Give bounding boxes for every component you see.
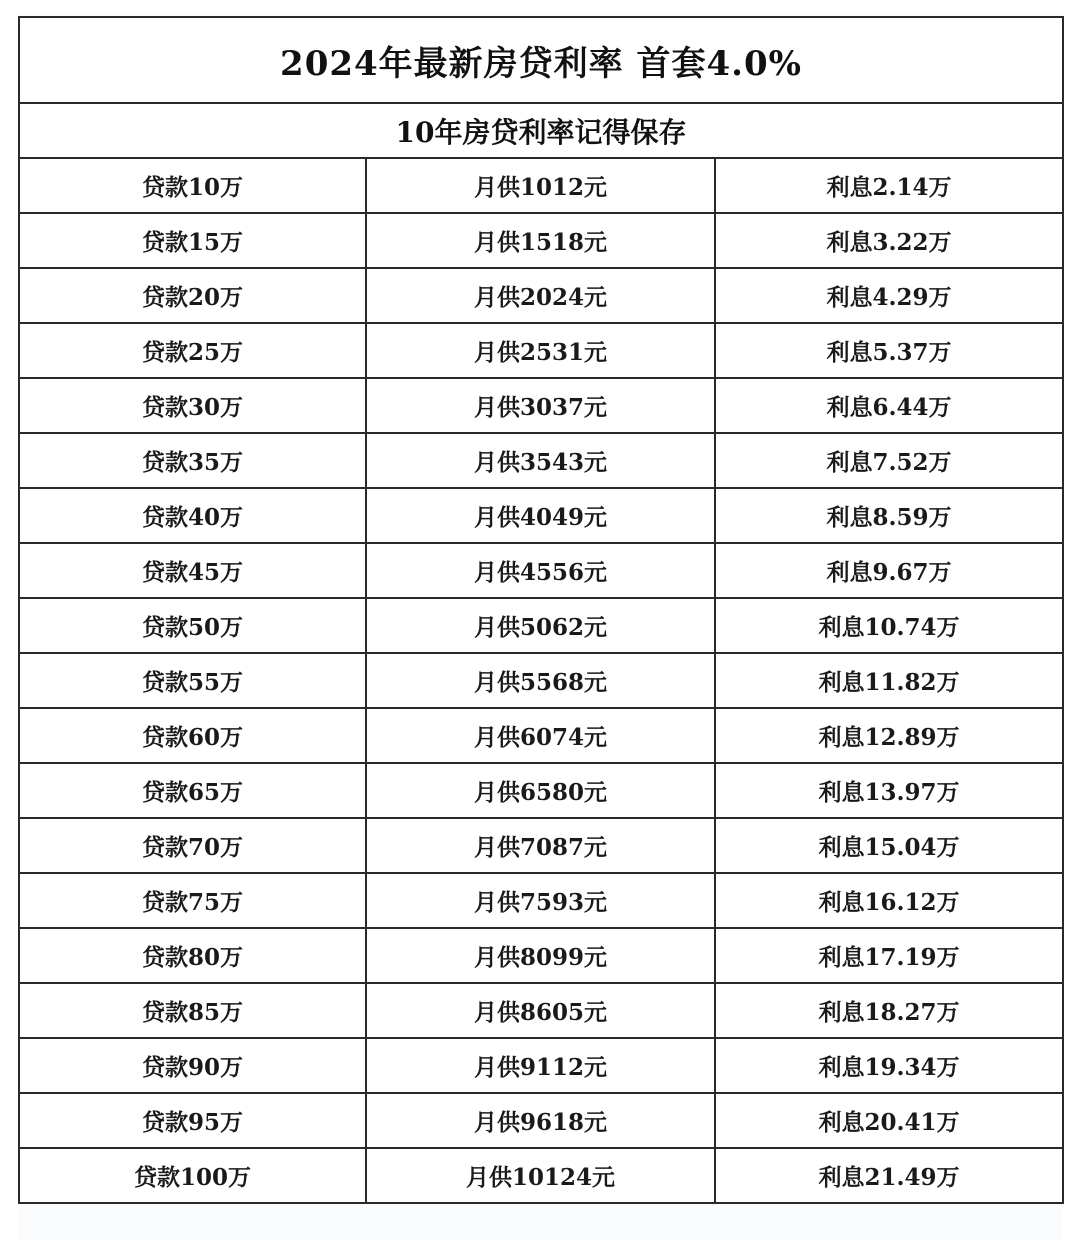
total-interest-cell: 利息11.82万 [715, 653, 1063, 708]
table-row [19, 1038, 1063, 1093]
total-interest-cell: 利息6.44万 [715, 378, 1063, 433]
total-interest-cell: 利息8.59万 [715, 488, 1063, 543]
title-row [19, 17, 1063, 103]
monthly-payment-cell: 月供3543元 [366, 433, 715, 488]
loan-amount-cell: 贷款70万 [19, 818, 366, 873]
loan-amount-cell: 贷款90万 [19, 1038, 366, 1093]
total-interest-cell: 利息18.27万 [715, 983, 1063, 1038]
monthly-payment-cell: 月供6580元 [366, 763, 715, 818]
table-row [19, 378, 1063, 433]
loan-amount-cell: 贷款80万 [19, 928, 366, 983]
total-interest-cell: 利息7.52万 [715, 433, 1063, 488]
table-row [19, 1093, 1063, 1148]
loan-amount-cell: 贷款95万 [19, 1093, 366, 1148]
loan-amount-cell: 贷款45万 [19, 543, 366, 598]
table-row [19, 433, 1063, 488]
mortgage-rate-table [18, 16, 1064, 1204]
loan-amount-cell: 贷款60万 [19, 708, 366, 763]
table-row [19, 158, 1063, 213]
total-interest-cell: 利息4.29万 [715, 268, 1063, 323]
total-interest-cell: 利息2.14万 [715, 158, 1063, 213]
table-row [19, 268, 1063, 323]
monthly-payment-cell: 月供1518元 [366, 213, 715, 268]
total-interest-cell: 利息5.37万 [715, 323, 1063, 378]
monthly-payment-cell: 月供9112元 [366, 1038, 715, 1093]
loan-amount-cell: 贷款15万 [19, 213, 366, 268]
total-interest-cell: 利息19.34万 [715, 1038, 1063, 1093]
total-interest-cell: 利息12.89万 [715, 708, 1063, 763]
table-row [19, 323, 1063, 378]
loan-amount-cell: 贷款10万 [19, 158, 366, 213]
monthly-payment-cell: 月供2531元 [366, 323, 715, 378]
loan-amount-cell: 贷款20万 [19, 268, 366, 323]
monthly-payment-cell: 月供9618元 [366, 1093, 715, 1148]
loan-amount-cell: 贷款50万 [19, 598, 366, 653]
monthly-payment-cell: 月供1012元 [366, 158, 715, 213]
table-row [19, 213, 1063, 268]
table-row [19, 543, 1063, 598]
table-row [19, 653, 1063, 708]
total-interest-cell: 利息16.12万 [715, 873, 1063, 928]
total-interest-cell: 利息20.41万 [715, 1093, 1063, 1148]
monthly-payment-cell: 月供7087元 [366, 818, 715, 873]
table-row [19, 928, 1063, 983]
table-row [19, 708, 1063, 763]
loan-amount-cell: 贷款55万 [19, 653, 366, 708]
table-row [19, 488, 1063, 543]
loan-amount-cell: 贷款100万 [19, 1148, 366, 1203]
table-body [19, 17, 1063, 1203]
monthly-payment-cell: 月供4049元 [366, 488, 715, 543]
total-interest-cell: 利息21.49万 [715, 1148, 1063, 1203]
monthly-payment-cell: 月供5568元 [366, 653, 715, 708]
monthly-payment-cell: 月供2024元 [366, 268, 715, 323]
total-interest-cell: 利息9.67万 [715, 543, 1063, 598]
table-row [19, 983, 1063, 1038]
loan-amount-cell: 贷款30万 [19, 378, 366, 433]
total-interest-cell: 利息10.74万 [715, 598, 1063, 653]
total-interest-cell: 利息17.19万 [715, 928, 1063, 983]
total-interest-cell: 利息15.04万 [715, 818, 1063, 873]
table-row [19, 873, 1063, 928]
table-row [19, 763, 1063, 818]
loan-amount-cell: 贷款75万 [19, 873, 366, 928]
loan-amount-cell: 贷款40万 [19, 488, 366, 543]
table-row [19, 598, 1063, 653]
loan-amount-cell: 贷款85万 [19, 983, 366, 1038]
subtitle-row [19, 103, 1063, 158]
loan-amount-cell: 贷款35万 [19, 433, 366, 488]
monthly-payment-cell: 月供7593元 [366, 873, 715, 928]
monthly-payment-cell: 月供8099元 [366, 928, 715, 983]
monthly-payment-cell: 月供6074元 [366, 708, 715, 763]
table-row [19, 1148, 1063, 1203]
monthly-payment-cell: 月供4556元 [366, 543, 715, 598]
table-subtitle: 10年房贷利率记得保存 [19, 103, 1063, 158]
loan-amount-cell: 贷款25万 [19, 323, 366, 378]
monthly-payment-cell: 月供8605元 [366, 983, 715, 1038]
total-interest-cell: 利息13.97万 [715, 763, 1063, 818]
monthly-payment-cell: 月供10124元 [366, 1148, 715, 1203]
total-interest-cell: 利息3.22万 [715, 213, 1063, 268]
table-title: 2024年最新房贷利率 首套4.0% [19, 17, 1063, 103]
loan-amount-cell: 贷款65万 [19, 763, 366, 818]
table-row [19, 818, 1063, 873]
monthly-payment-cell: 月供5062元 [366, 598, 715, 653]
monthly-payment-cell: 月供3037元 [366, 378, 715, 433]
